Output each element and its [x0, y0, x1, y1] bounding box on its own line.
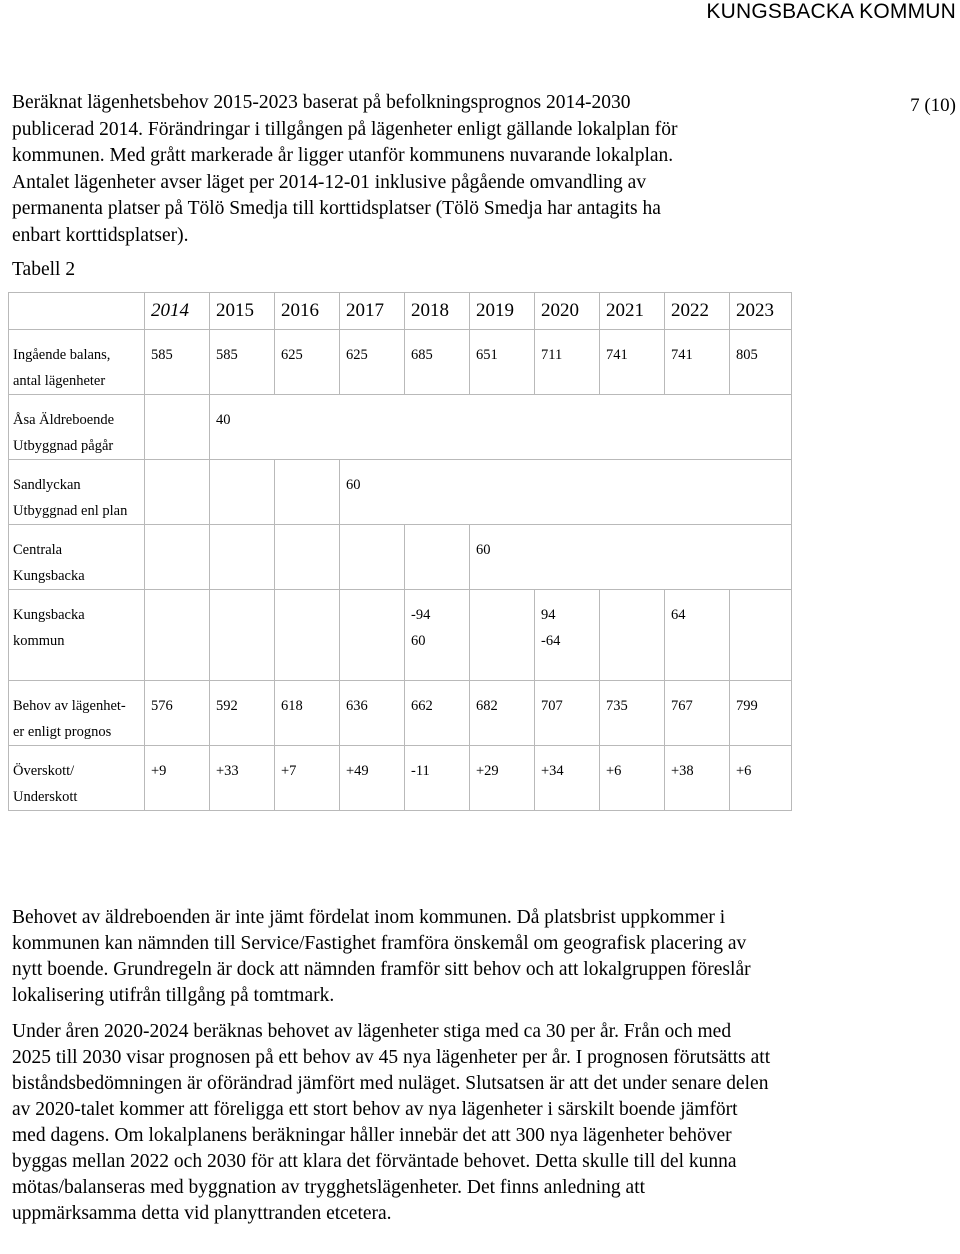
year-header: 2014	[145, 293, 210, 330]
table-cell	[405, 590, 470, 681]
table-cell	[275, 525, 340, 590]
table-cell: 618	[275, 681, 340, 746]
table-cell: 651	[470, 330, 535, 395]
row-label-line: Kungsbacka	[13, 567, 85, 584]
table-cell: +9	[145, 746, 210, 811]
table-cell	[340, 525, 405, 590]
year-header: 2015	[210, 293, 275, 330]
year-header: 2021	[600, 293, 665, 330]
table-cell	[405, 525, 470, 590]
intro-line: publicerad 2014. Förändringar i tillgången på lägenheter enligt gällande lokalplan för	[12, 118, 678, 140]
year-header-row	[9, 293, 792, 330]
table-cell: 625	[340, 330, 405, 395]
intro-line: kommunen. Med grått markerade år ligger utanför kommunens nuvarande lokalplan.	[12, 145, 674, 166]
cell-value: 60	[411, 632, 426, 649]
row-label-line: Utbyggnad enl plan	[13, 502, 128, 519]
year-header: 2019	[470, 293, 535, 330]
table-cell	[730, 590, 792, 681]
body-paragraph: Behovet av äldreboenden är inte jämt fördelat inom kommunen. Då platsbrist uppkommer i kommunen kan nämnden till Service/Fastighet framföra önskemål om geografisk placering av nytt boende. Grundregeln är dock att nämnden framför sitt behov och att lokalgruppen föreslår lokalisering utifrån tillgång på tomtmark.	[12, 907, 751, 1006]
table-row-kungsbacka-kommun	[9, 590, 792, 681]
row-label-line: er enligt prognos	[13, 723, 112, 740]
table-cell	[275, 460, 340, 525]
table-row-ingaende-balans	[9, 330, 792, 395]
table-cell: 707	[535, 681, 600, 746]
row-label-line: antal lägenheter	[13, 372, 106, 389]
table-cell: 40	[210, 395, 792, 460]
row-label-line: Behov av lägenhet-	[13, 698, 126, 714]
intro-line: Antalet lägenheter avser läget per 2014-12-01 inklusive pågående omvandling av	[12, 171, 647, 193]
row-label-line: Överskott/	[13, 763, 75, 779]
table-cell: 767	[665, 681, 730, 746]
table-cell	[210, 460, 275, 525]
table-cell	[145, 395, 210, 460]
table-cell: 741	[600, 330, 665, 395]
empty-header-cell	[9, 293, 145, 330]
table-cell: +7	[275, 746, 340, 811]
year-header: 2020	[535, 293, 600, 330]
table-cell: +34	[535, 746, 600, 811]
table-cell: +33	[210, 746, 275, 811]
table-cell: 685	[405, 330, 470, 395]
table-cell: 735	[600, 681, 665, 746]
row-label-line: Sandlyckan	[13, 477, 81, 493]
row-label	[9, 590, 145, 681]
row-label-line: kommun	[13, 632, 65, 649]
table-cell: 60	[470, 525, 792, 590]
table-cell: 60	[340, 460, 792, 525]
table-cell: 799	[730, 681, 792, 746]
year-header: 2017	[340, 293, 405, 330]
table-cell	[210, 590, 275, 681]
row-label	[9, 746, 145, 811]
row-label	[9, 395, 145, 460]
row-label-line: Utbyggnad pågår	[13, 437, 114, 454]
intro-line: Beräknat lägenhetsbehov 2015-2023 baserat på befolkningsprognos 2014-2030	[12, 92, 631, 113]
table-cell: 636	[340, 681, 405, 746]
table-cell	[470, 590, 535, 681]
table-cell: 662	[405, 681, 470, 746]
year-header: 2022	[665, 293, 730, 330]
table-cell	[535, 590, 600, 681]
year-header: 2016	[275, 293, 340, 330]
cell-value: 94	[541, 607, 556, 623]
table-row-centrala	[9, 525, 792, 590]
table-cell	[600, 590, 665, 681]
intro-paragraph	[12, 90, 782, 249]
table-cell: 585	[210, 330, 275, 395]
organization-header: KUNGSBACKA KOMMUN	[706, 0, 956, 23]
cell-value: -64	[541, 632, 561, 649]
table-cell	[145, 460, 210, 525]
table-cell	[275, 590, 340, 681]
intro-line: enbart korttidsplatser).	[12, 224, 189, 246]
row-label-line: Ingående balans,	[13, 347, 111, 363]
row-label-line: Kungsbacka	[13, 607, 85, 623]
table-cell: +29	[470, 746, 535, 811]
table-cell: 576	[145, 681, 210, 746]
table-caption: Tabell 2	[12, 259, 76, 280]
table-cell: 625	[275, 330, 340, 395]
table-cell: 711	[535, 330, 600, 395]
table-row-behov	[9, 681, 792, 746]
row-label	[9, 330, 145, 395]
table-row-overskott	[9, 746, 792, 811]
cell-value: -94	[411, 607, 431, 623]
table-cell	[145, 525, 210, 590]
body-paragraph: Under åren 2020-2024 beräknas behovet av lägenheter stiga med ca 30 per år. Från och med 2025 till 2030 visar prognosen på ett behov av 45 nya lägenheter per år. I prognosen förutsätts att biståndsbedömningen är oförändrad jämfört med nuläget. Slutsatsen är att det under senare delen av 2020-talet kommer att föreligga ett stort behov av nya lägenheter i särskilt boende jämfört med dagens. Om lokalplanens beräkningar håller innebär det att 300 nya lägenheter behöver byggas mellan 2022 och 2030 för att klara det förväntade behovet. Detta skulle till del kunna mötas/balanseras med byggnation av trygghetslägenheter. Det finns anledning att uppmärksamma detta vid planyttranden etcetera.	[12, 1021, 771, 1224]
table-cell: 741	[665, 330, 730, 395]
row-label	[9, 681, 145, 746]
table-row-asa	[9, 395, 792, 460]
table-cell: 585	[145, 330, 210, 395]
year-header: 2023	[730, 293, 792, 330]
table-cell: 682	[470, 681, 535, 746]
page-number: 7 (10)	[910, 95, 956, 116]
row-label-line: Underskott	[13, 788, 78, 805]
table-cell: +6	[600, 746, 665, 811]
table-cell: 64	[665, 590, 730, 681]
table-cell: +49	[340, 746, 405, 811]
table-cell	[145, 590, 210, 681]
table-cell: +6	[730, 746, 792, 811]
row-label-line: Åsa Äldreboende	[13, 412, 115, 428]
table-cell: -11	[405, 746, 470, 811]
row-label	[9, 525, 145, 590]
intro-line: permanenta platser på Tölö Smedja till korttidsplatser (Tölö Smedja har antagits ha	[12, 198, 661, 219]
table-cell: +38	[665, 746, 730, 811]
housing-need-table	[8, 292, 792, 811]
table-cell: 592	[210, 681, 275, 746]
table-cell	[210, 525, 275, 590]
row-label-line: Centrala	[13, 542, 63, 558]
table-cell: 805	[730, 330, 792, 395]
year-header: 2018	[405, 293, 470, 330]
table-row-sandlyckan	[9, 460, 792, 525]
row-label	[9, 460, 145, 525]
table-cell	[340, 590, 405, 681]
